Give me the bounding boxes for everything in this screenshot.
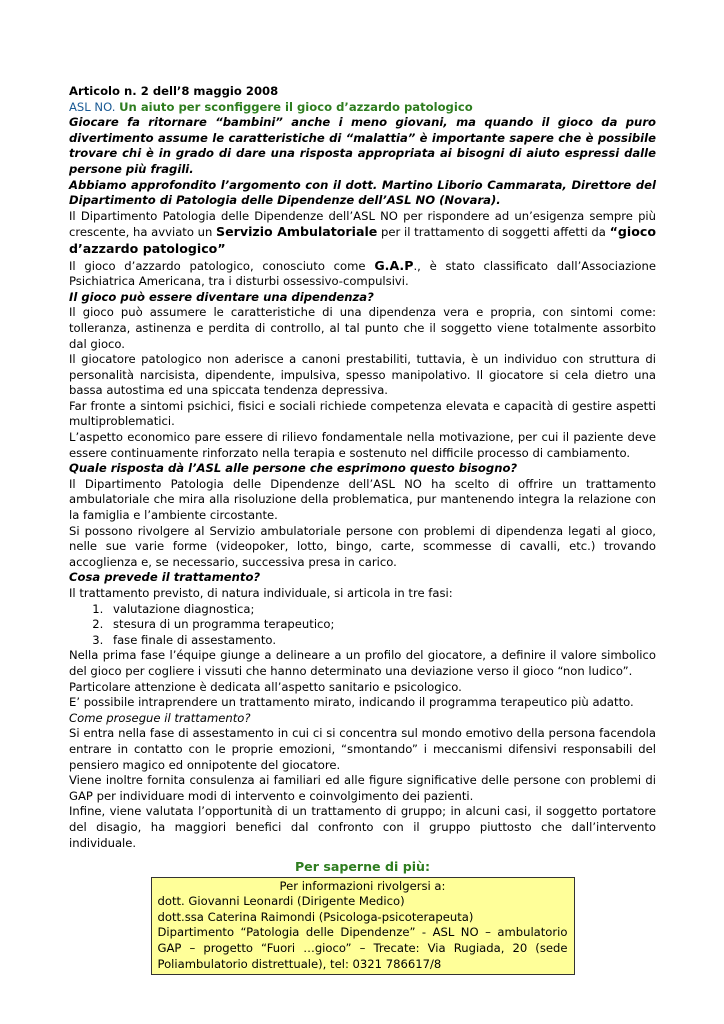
text-span-bold: “gioco d’azzardo patologico”	[69, 224, 656, 256]
text-span: per il trattamento di soggetti affetti da	[377, 225, 610, 240]
question-1: Il gioco può essere diventare una dipendenza?	[69, 289, 374, 304]
paragraph-13: Si entra nella fase di assestamento in cui ci si concentra sul mondo emotivo della persona facendola entrare in contatto con le proprie emozioni, “smontando” i meccanismi difensivi responsabili del pensiero magico ed onnipotente del giocatore.	[69, 726, 656, 772]
article-title-line	[69, 100, 656, 116]
paragraph-15: Infine, viene valutata l’opportunità di un trattamento di gruppo; in alcuni casi, il soggetto portatore del disagio, ha maggiori benefici dal confronto con il gruppo piuttosto che dall’intervento individuale.	[69, 804, 656, 850]
question-4: Come prosegue il trattamento?	[69, 710, 251, 725]
info-line: Per informazioni rivolgersi a:	[279, 878, 446, 893]
paragraph-11: Particolare attenzione è dedicata all’aspetto sanitario e psicologico.	[69, 679, 462, 694]
contact-info-box	[151, 877, 575, 976]
paragraph-4: Il giocatore patologico non aderisce a canoni prestabiliti, tuttavia, è un individuo con struttura di personalità narcisista, dipendente, impulsiva, spesso manipolativo. Il giocatore si cela dietro una bassa autostima ed una spiccata tendenza depressiva.	[69, 352, 656, 398]
text-span-bold: Servizio Ambulatoriale	[216, 224, 378, 240]
list-item: 2. stesura di un programma terapeutico;	[107, 617, 656, 633]
question-2: Quale risposta dà l’ASL alle persone che esprimono questo bisogno?	[69, 461, 518, 476]
text-span: ., è stato classificato dall’Associazione Psichiatrica Americana, tra i disturbi ossessivo-compulsivi.	[69, 258, 656, 289]
lead-paragraph: Giocare fa ritornare “bambini” anche i meno giovani, ma quando il gioco da puro divertimento assume le caratteristiche di “malattia” è importante sapere che è possibile trovare chi è in grado di dare una risposta appropriata ai bisogni di aiuto espressi dalle persone più fragili.	[69, 115, 656, 176]
paragraph-9: Il trattamento previsto, di natura individuale, si articola in tre fasi:	[69, 586, 453, 600]
paragraph-14: Viene inoltre fornita consulenza ai familiari ed alle figure significative delle persone con problemi di GAP per individuare modi di intervento e coinvolgimento dei pazienti.	[69, 773, 656, 803]
list-item: 1. valutazione diagnostica;	[107, 602, 656, 618]
list-item: 3. fase finale di assestamento.	[107, 633, 656, 649]
more-info-heading: Per saperne di più:	[294, 859, 431, 875]
text-span: Il Dipartimento Patologia delle Dipendenze dell’ASL NO per rispondere ad un’esigenza sempre più crescente, ha avviato un	[69, 208, 656, 240]
info-line: dott.ssa Caterina Raimondi (Psicologa-psicoterapeuta)	[157, 909, 474, 924]
paragraph-service	[69, 209, 656, 258]
paragraph-6: L’aspetto economico pare essere di rilievo fondamentale nella motivazione, per cui il paziente deve essere continuamente rinforzato nella terapia e sostenuto nel difficile processo di cambiamento.	[69, 430, 656, 460]
paragraph-12: E’ possibile intraprendere un trattamento mirato, indicando il programma terapeutico più adatto.	[69, 695, 634, 710]
paragraph-7: Il Dipartimento Patologia delle Dipendenze dell’ASL NO ha scelto di offrire un trattamento ambulatoriale che mira alla risoluzione della problematica, pur mantenendo integra la relazione con la famiglia e l’ambiente circostante.	[69, 476, 656, 523]
paragraph-8: Si possono rivolgere al Servizio ambulatoriale persone con problemi di dipendenza legati al gioco, nelle sue varie forme (videopoker, lotto, bingo, carte, scommesse di cavalli, etc.) trovando accoglienza e, se necessario, successiva presa in carico.	[69, 523, 656, 569]
asl-label: ASL NO.	[69, 99, 116, 114]
info-line: dott. Giovanni Leonardi (Dirigente Medico)	[157, 894, 405, 909]
paragraph-5: Far fronte a sintomi psichici, fisici e sociali richiede competenza elevata e capacità di gestire aspetti multiproblematici.	[69, 398, 656, 429]
article-title: Un aiuto per sconfiggere il gioco d’azzardo patologico	[119, 99, 473, 114]
article-heading: Articolo n. 2 dell’8 maggio 2008	[69, 84, 279, 98]
text-span-bold: G.A.P	[374, 257, 414, 273]
question-3: Cosa prevede il trattamento?	[69, 570, 261, 585]
paragraph-3: Il gioco può assumere le caratteristiche di una dipendenza vera e propria, con sintomi come: tolleranza, astinenza e perdita di controllo, al tal punto che il soggetto viene totalmente assorbito dal gioco.	[69, 305, 656, 351]
paragraph-gap	[69, 258, 656, 290]
info-line: Dipartimento “Patologia delle Dipendenze” - ASL NO – ambulatorio GAP – progetto “Fuori …gioco” – Trecate: Via Rugiada, 20 (sede Poliambulatorio distrettuale), tel: 0321 786617/8	[157, 925, 568, 971]
paragraph-10: Nella prima fase l’équipe giunge a delineare a un profilo del giocatore, a definire il valore simbolico del gioco per cogliere i vissuti che hanno determinato una deviazione verso il gioco “non ludico”.	[69, 648, 656, 678]
intro-paragraph: Abbiamo approfondito l’argomento con il dott. Martino Liborio Cammarata, Direttore del Dipartimento di Patologia delle Dipendenze dell’ASL NO (Novara).	[69, 177, 656, 208]
text-span: Il gioco d’azzardo patologico, conosciuto come	[69, 258, 375, 273]
phases-list	[69, 602, 656, 649]
article	[69, 84, 656, 975]
